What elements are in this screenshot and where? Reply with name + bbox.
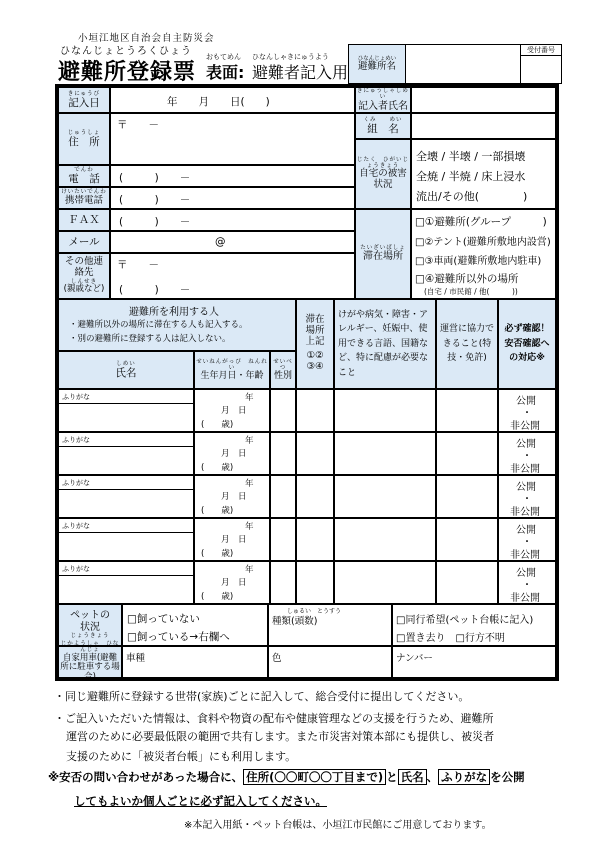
col-birth (194, 351, 270, 389)
member-stay-cell[interactable] (296, 475, 334, 518)
omote-ruby: おもてめん (206, 53, 241, 61)
member-health-cell[interactable] (334, 561, 436, 604)
member-option-dot: ・ (522, 494, 532, 505)
member-private-option[interactable]: 非公開 (510, 507, 540, 518)
member-furigana: ふりがな (62, 393, 90, 401)
damage-line-3: 流出/その他( ) (416, 190, 528, 203)
member-coop-cell[interactable] (436, 389, 498, 432)
shelter-name-ruby: ひなんじょめい (357, 55, 397, 62)
member-age: ( 歳) (201, 463, 234, 473)
car-color-label: 色 (272, 653, 282, 664)
stay-option-4-sub: (自宅 / 市民館 / 他( )) (424, 287, 518, 296)
member-month-day: 月 日 (221, 406, 247, 416)
member-year: 年 (245, 436, 254, 446)
members-title: 避難所を利用する人 (129, 307, 219, 318)
note3a-post: を公開 (490, 770, 525, 784)
member-private-option[interactable]: 非公開 (510, 421, 540, 432)
member-private-option[interactable]: 非公開 (510, 464, 540, 475)
member-birth-cell[interactable] (194, 561, 270, 604)
car-color-field[interactable] (268, 646, 392, 678)
pet-option-none[interactable]: □飼っていない (127, 613, 200, 625)
address-label-text: 住 所 (68, 136, 100, 149)
col-stay-nums: ①② ③④ (306, 350, 324, 373)
member-health-cell[interactable] (334, 432, 436, 475)
member-year: 年 (245, 479, 254, 489)
writer-label (355, 87, 411, 113)
member-sex-cell[interactable] (270, 475, 296, 518)
col-birth-ruby: せいねんがっぴ ねんれい (196, 358, 268, 371)
stay-option-2[interactable]: □②テント(避難所敷地内設営) (415, 237, 551, 248)
stay-option-3[interactable]: □③車両(避難所敷地内駐車) (415, 256, 542, 267)
car-label (58, 641, 122, 683)
note3a-pre: ※安否の問い合わせがあった場合に、 (48, 770, 244, 784)
member-furigana: ふりがな (62, 565, 90, 573)
kumi-ruby: くみ めい (363, 116, 403, 123)
note3a-address: 住所(〇〇町〇〇丁目まで) (243, 769, 386, 785)
member-sex-cell[interactable] (270, 389, 296, 432)
date-label-text: 記入日 (68, 97, 100, 110)
member-furigana: ふりがな (62, 436, 90, 444)
footer-note-3a (48, 770, 525, 784)
mobile-field[interactable] (110, 187, 355, 209)
damage-label-text: 自宅の被害状況 (359, 168, 407, 191)
col-health-text: けがや病気・障害・アレルギー、妊娠中、使用できる言語、国籍など、特に配慮が必要なこと (338, 310, 429, 378)
front-side-text: 表面 (206, 63, 239, 82)
member-public-option[interactable]: 公開 (516, 482, 536, 493)
car-number-label: ナンバー (396, 653, 433, 664)
fax-label (58, 209, 110, 231)
col-sex (270, 351, 296, 389)
member-name-cell[interactable] (58, 475, 194, 518)
col-safety (498, 299, 556, 389)
member-age: ( 歳) (201, 506, 234, 516)
registration-form (55, 84, 559, 681)
pet-kind-ruby: しゅるい とうすう (287, 608, 342, 615)
damage-line-1: 全壊 / 半壊 / 一部損壊 (416, 150, 526, 163)
writer-label-text: 記入者氏名 (358, 100, 408, 112)
mobile-value: ( ) － (119, 194, 191, 206)
phone-value: ( ) － (119, 172, 191, 184)
footer-note-1: ・同じ避難所に登録する世帯(家族)ごとに記入して、総合受付に提出してください。 (54, 690, 470, 703)
page-subtitle: 避難者記入用 (252, 63, 349, 82)
phone-ruby: でんわ (74, 166, 94, 173)
stay-option-1[interactable]: □①避難所(グループ ) (415, 216, 547, 228)
fax-label-text: ＦＡＸ (68, 213, 100, 226)
stay-place-label (355, 209, 411, 299)
car-type-label: 車種 (126, 653, 146, 664)
member-coop-cell[interactable] (436, 518, 498, 561)
member-sex-cell[interactable] (270, 432, 296, 475)
date-value: 年 月 日( ) (167, 96, 270, 108)
reception-number-box[interactable] (520, 44, 562, 84)
car-ruby: じかようしゃ ひなんじょ (60, 641, 120, 654)
pet-kind-field[interactable] (268, 604, 392, 646)
member-name-cell[interactable] (58, 432, 194, 475)
fax-value: ( ) － (119, 216, 191, 228)
member-public-option[interactable]: 公開 (516, 525, 536, 536)
other-sub-ruby: しんせき (70, 278, 97, 285)
other-contact-field[interactable] (110, 253, 355, 299)
pet-ruby: じょうきょう (70, 633, 110, 640)
date-label (58, 87, 110, 113)
col-health (334, 299, 436, 389)
pet-wish-other[interactable]: □置き去り □行方不明 (396, 633, 505, 644)
pet-options[interactable] (122, 604, 268, 646)
damage-options[interactable] (411, 139, 556, 209)
damage-ruby: じたく ひがいじょうきょう (356, 156, 409, 170)
stay-label-text: 滞在場所 (363, 251, 403, 263)
member-age: ( 歳) (201, 549, 234, 559)
date-field[interactable] (110, 87, 355, 113)
mail-field[interactable] (110, 231, 355, 253)
address-field[interactable] (110, 113, 355, 165)
member-age: ( 歳) (201, 592, 234, 602)
member-option-dot: ・ (522, 537, 532, 548)
member-sex-cell[interactable] (270, 518, 296, 561)
member-month-day: 月 日 (221, 578, 247, 588)
col-cooperation (436, 299, 498, 389)
members-note-2: ・別の避難所に登録する人は記入しない。 (69, 334, 231, 344)
mail-value: @ (215, 236, 226, 248)
other-postal: 〒 － (117, 259, 159, 271)
other-contact-sub: (親戚など) (63, 284, 105, 295)
member-furigana: ふりがな (62, 522, 90, 530)
member-coop-cell[interactable] (436, 432, 498, 475)
member-stay-cell[interactable] (296, 518, 334, 561)
car-label-text: 自家用車(避難所に駐車する場合) (60, 652, 120, 683)
front-side-label: 表面: (206, 63, 245, 82)
member-public-option[interactable]: 公開 (516, 396, 536, 407)
col-stay (296, 299, 334, 389)
mobile-label (58, 187, 110, 209)
title-ruby: ひなんじょとうろくひょう (60, 46, 192, 57)
pet-wish-accompany[interactable]: □同行希望(ペット台帳に記入) (396, 615, 534, 626)
damage-line-2: 全焼 / 半焼 / 床上浸水 (416, 170, 526, 183)
member-sex-cell[interactable] (270, 561, 296, 604)
footer-note-2a: ・ご記入いただいた情報は、食料や物資の配布や健康管理などの支援を行うため、避難所 (54, 712, 494, 725)
kumi-label (355, 113, 411, 139)
member-stay-cell[interactable] (296, 561, 334, 604)
stay-place-options[interactable] (411, 209, 556, 299)
member-safety-cell[interactable] (498, 561, 556, 604)
kumi-label-text: 組 名 (367, 123, 399, 136)
writer-ruby: きにゅうしゃしめい (357, 87, 409, 101)
member-stay-cell[interactable] (296, 432, 334, 475)
col-name (58, 351, 194, 389)
other-phone: ( ) － (119, 284, 191, 296)
subtitle-ruby: ひなんしゃきにゅうよう (252, 53, 329, 61)
col-name-ruby: しめい (116, 360, 136, 367)
date-ruby: きにゅうび (67, 90, 101, 97)
stay-ruby: たいざいばしょ (360, 245, 406, 252)
postal-code: 〒 － (117, 119, 159, 131)
member-birth-cell[interactable] (194, 389, 270, 432)
members-header (58, 299, 296, 351)
phone-label-text: 電 話 (68, 173, 100, 186)
member-month-day: 月 日 (221, 449, 247, 459)
address-ruby: じゅうしょ (67, 129, 101, 136)
member-private-option[interactable]: 非公開 (510, 593, 540, 604)
shelter-name-label (349, 45, 406, 83)
member-year: 年 (245, 565, 254, 575)
member-safety-cell[interactable] (498, 432, 556, 475)
member-option-dot: ・ (522, 451, 532, 462)
pet-label (58, 604, 122, 646)
shelter-name-text: 避難所名 (357, 60, 396, 72)
member-safety-cell[interactable] (498, 389, 556, 432)
phone-label (58, 165, 110, 187)
pet-wish-options[interactable] (392, 604, 556, 646)
member-furigana: ふりがな (62, 479, 90, 487)
page-title: 避難所登録票 (58, 60, 197, 85)
mobile-ruby: けいたいでんわ (61, 189, 107, 196)
member-birth-cell[interactable] (194, 518, 270, 561)
mobile-label-text: 携帯電話 (64, 194, 103, 206)
member-month-day: 月 日 (221, 492, 247, 502)
phone-field[interactable] (110, 165, 355, 187)
member-health-cell[interactable] (334, 475, 436, 518)
member-coop-cell[interactable] (436, 561, 498, 604)
mail-label (58, 231, 110, 253)
note3a-furigana: ふりがな (438, 769, 490, 785)
col-birth-text: 生年月日・年齢 (200, 371, 264, 382)
member-name-cell[interactable] (58, 518, 194, 561)
pet-label-text: ペットの状況 (70, 610, 110, 633)
member-public-option[interactable]: 公開 (516, 439, 536, 450)
col-stay-text: 滞在場所上記 (305, 313, 325, 347)
footer-note-4: ※本記入用紙・ペット台帳は、小垣江市民館にご用意しております。 (184, 820, 492, 831)
car-number-field[interactable] (392, 646, 556, 678)
member-birth-cell[interactable] (194, 432, 270, 475)
col-name-text: 氏名 (115, 367, 137, 380)
member-month-day: 月 日 (221, 535, 247, 545)
member-public-option[interactable]: 公開 (516, 568, 536, 579)
member-private-option[interactable]: 非公開 (510, 550, 540, 561)
car-type-field[interactable] (122, 646, 268, 678)
address-label (58, 113, 110, 165)
other-contact-label (58, 253, 110, 299)
mail-label-text: メール (68, 235, 100, 248)
col-sex-ruby: せいべつ (273, 358, 293, 371)
organization-name: 小垣江地区自治会自主防災会 (78, 33, 215, 44)
member-year: 年 (245, 393, 254, 403)
member-name-cell[interactable] (58, 561, 194, 604)
damage-label (355, 139, 411, 209)
fax-field[interactable] (110, 209, 355, 231)
footer-note-2c: 支援のために「被災者台帳」にも利用します。 (66, 750, 297, 763)
footer-note-2b: 運営のために必要最低限の範囲で共有します。また市災害対策本部にも提供し、被災者 (66, 730, 495, 743)
other-contact-text: その他連絡先 (64, 256, 103, 278)
member-stay-cell[interactable] (296, 389, 334, 432)
writer-field[interactable] (411, 87, 556, 113)
pet-kind-label: 種類(頭数) (272, 616, 318, 627)
footer-note-3b: してもよいか個人ごとに必ず記入してください。 (74, 794, 327, 808)
col-coop-text: 運営に協力できること(特技・免許) (440, 324, 495, 364)
member-health-cell[interactable] (334, 518, 436, 561)
member-year: 年 (245, 522, 254, 532)
col-sex-text: 性別 (273, 371, 292, 382)
note3a-name: 氏名 (398, 769, 427, 785)
member-safety-cell[interactable] (498, 475, 556, 518)
members-note-1: ・避難所以外の場所に滞在する人も記入する。 (69, 320, 248, 330)
member-coop-cell[interactable] (436, 475, 498, 518)
note3a-mid: と (386, 770, 398, 784)
pet-option-have[interactable]: □飼っている→右欄へ (127, 631, 230, 643)
member-birth-cell[interactable] (194, 475, 270, 518)
col-safety-text: 必ず確認！安否確認への対応※ (504, 324, 550, 364)
kumi-field[interactable] (411, 113, 556, 139)
member-option-dot: ・ (522, 580, 532, 591)
member-health-cell[interactable] (334, 389, 436, 432)
reception-number-label: 受付番号 (521, 45, 561, 56)
member-name-cell[interactable] (58, 389, 194, 432)
stay-option-4[interactable]: □④避難所以外の場所 (415, 273, 519, 285)
member-safety-cell[interactable] (498, 518, 556, 561)
member-age: ( 歳) (201, 420, 234, 430)
member-option-dot: ・ (522, 408, 532, 419)
note3a-sep: 、 (426, 770, 439, 784)
